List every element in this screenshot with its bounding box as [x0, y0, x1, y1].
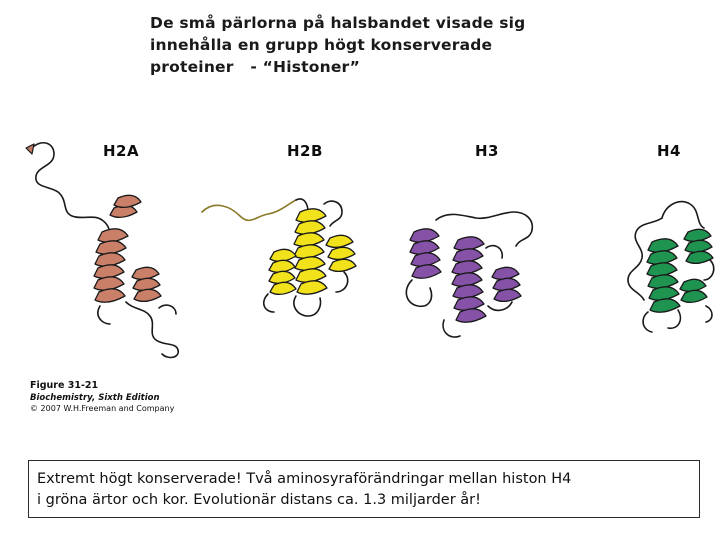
- page-title: [150, 12, 620, 78]
- histone-label-h2b: H2B: [287, 142, 323, 160]
- footer-line-1: Extremt högt konserverade! Två aminosyraförändringar mellan histon H4: [37, 471, 572, 487]
- figure-credit-line-3: © 2007 W.H.Freeman and Company: [30, 404, 175, 414]
- histone-label-h3: H3: [475, 142, 499, 160]
- figure-credit-line-1: Figure 31-21: [30, 380, 99, 391]
- histone-label-h4: H4: [657, 142, 681, 160]
- histone-label-h2a: H2A: [103, 142, 140, 160]
- figure-credit-line-2: Biochemistry, Sixth Edition: [30, 392, 160, 403]
- footer-callout-box: [28, 460, 700, 518]
- histone-structure-h2b: [196, 120, 378, 390]
- title-line-2: innehålla en grupp högt konserverade: [150, 36, 493, 54]
- footer-line-2: i gröna ärtor och kor. Evolutionär distans ca. 1.3 miljarder år!: [37, 492, 481, 509]
- footer-text: [37, 469, 689, 511]
- figure-credit: [30, 380, 174, 415]
- histone-structure-figures: [0, 120, 728, 390]
- histone-structure-h4: [566, 120, 728, 390]
- title-line-3: proteiner - “Histoner”: [150, 58, 361, 76]
- histone-structure-h3: [384, 120, 566, 390]
- title-line-1: De små pärlorna på halsbandet visade sig: [150, 14, 526, 32]
- histone-structure-h2a: [10, 120, 192, 390]
